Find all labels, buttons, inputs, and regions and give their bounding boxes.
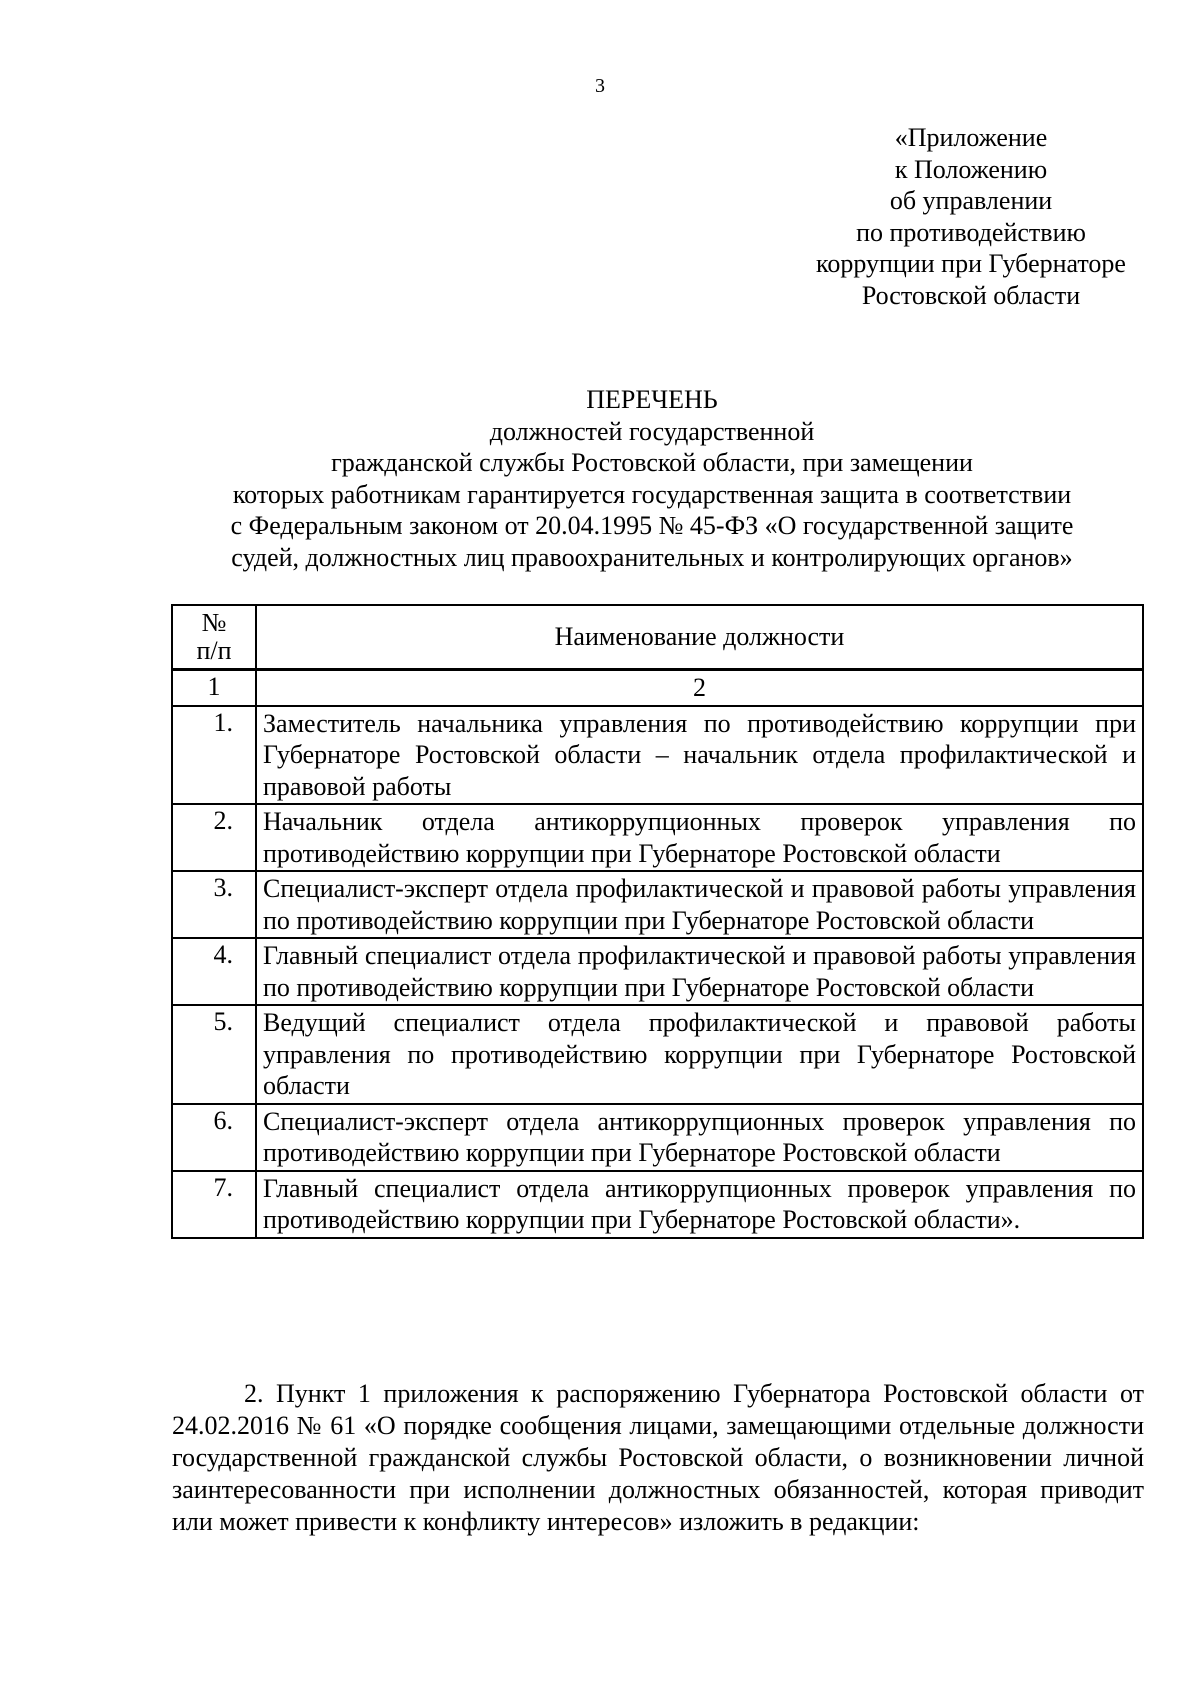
header-num-abbrev: п/п <box>196 636 232 665</box>
title-heading: ПЕРЕЧЕНЬ <box>586 385 718 414</box>
appendix-line: об управлении <box>889 186 1053 215</box>
row-number: 1. <box>172 706 256 805</box>
row-number: 7. <box>172 1171 256 1238</box>
paragraph-text: 2. Пункт 1 приложения к распоряжению Губернатора Ростовской области от 24.02.2016 № 61 «О порядке сообщения лицами, замещающими отдельные должности государственной гражданской службы Ростовской области, о возникновении личной заинтересованности при исполнении должностных обязанностей, которая приводит или может привести к конфликту интересов» изложить в редакции: <box>172 1379 1144 1536</box>
row-number: 6. <box>172 1104 256 1171</box>
table-row <box>172 1005 1143 1104</box>
column-number-row <box>172 670 1143 706</box>
title-line: гражданской службы Ростовской области, при замещении <box>331 448 973 477</box>
position-name: Специалист-эксперт отдела антикоррупционных проверок управления по противодействию коррупции при Губернаторе Ростовской области <box>256 1104 1143 1171</box>
appendix-line: Ростовской области <box>861 280 1081 310</box>
position-name: Главный специалист отдела профилактической и правовой работы управления по противодействию коррупции при Губернаторе Ростовской области <box>256 938 1143 1005</box>
positions-table <box>171 604 1144 1239</box>
column-number: 1 <box>172 670 256 706</box>
page-number: 3 <box>595 75 605 97</box>
position-name: Ведущий специалист отдела профилактической и правовой работы управления по противодействию коррупции при Губернаторе Ростовской области <box>256 1005 1143 1104</box>
title-line: судей, должностных лиц правоохранительных и контролирующих органов» <box>231 542 1073 572</box>
header-num-cell <box>172 605 256 670</box>
amendment-paragraph <box>172 1378 1144 1538</box>
table-row <box>172 804 1143 871</box>
document-title <box>160 384 1144 573</box>
column-number: 2 <box>256 670 1143 706</box>
header-name-cell: Наименование должности <box>256 605 1143 670</box>
table-row <box>172 938 1143 1005</box>
position-name: Начальник отдела антикоррупционных проверок управления по противодействию коррупции при Губернаторе Ростовской области <box>256 804 1143 871</box>
appendix-line: к Положению <box>894 154 1048 184</box>
table-row <box>172 1104 1143 1171</box>
appendix-line: «Приложение <box>894 123 1048 152</box>
row-number: 4. <box>172 938 256 1005</box>
table-row <box>172 706 1143 805</box>
position-name: Заместитель начальника управления по противодействию коррупции при Губернаторе Ростовской области – начальник отдела профилактической и правовой работы <box>256 706 1143 805</box>
row-number: 5. <box>172 1005 256 1104</box>
table-header-row <box>172 605 1143 670</box>
appendix-heading <box>790 122 1152 311</box>
appendix-line: коррупции при Губернаторе <box>816 249 1126 278</box>
position-name: Специалист-эксперт отдела профилактической и правовой работы управления по противодействию коррупции при Губернаторе Ростовской области <box>256 871 1143 938</box>
title-line: которых работникам гарантируется государственная защита в соответствии <box>232 479 1072 509</box>
title-line: должностей государственной <box>489 416 815 446</box>
row-number: 3. <box>172 871 256 938</box>
title-line: с Федеральным законом от 20.04.1995 № 45-ФЗ «О государственной защите <box>230 511 1074 540</box>
table-row <box>172 871 1143 938</box>
position-name: Главный специалист отдела антикоррупционных проверок управления по противодействию коррупции при Губернаторе Ростовской области». <box>256 1171 1143 1238</box>
row-number: 2. <box>172 804 256 871</box>
appendix-line: по противодействию <box>856 217 1086 247</box>
table-row <box>172 1171 1143 1238</box>
header-num-symbol: № <box>201 608 227 637</box>
